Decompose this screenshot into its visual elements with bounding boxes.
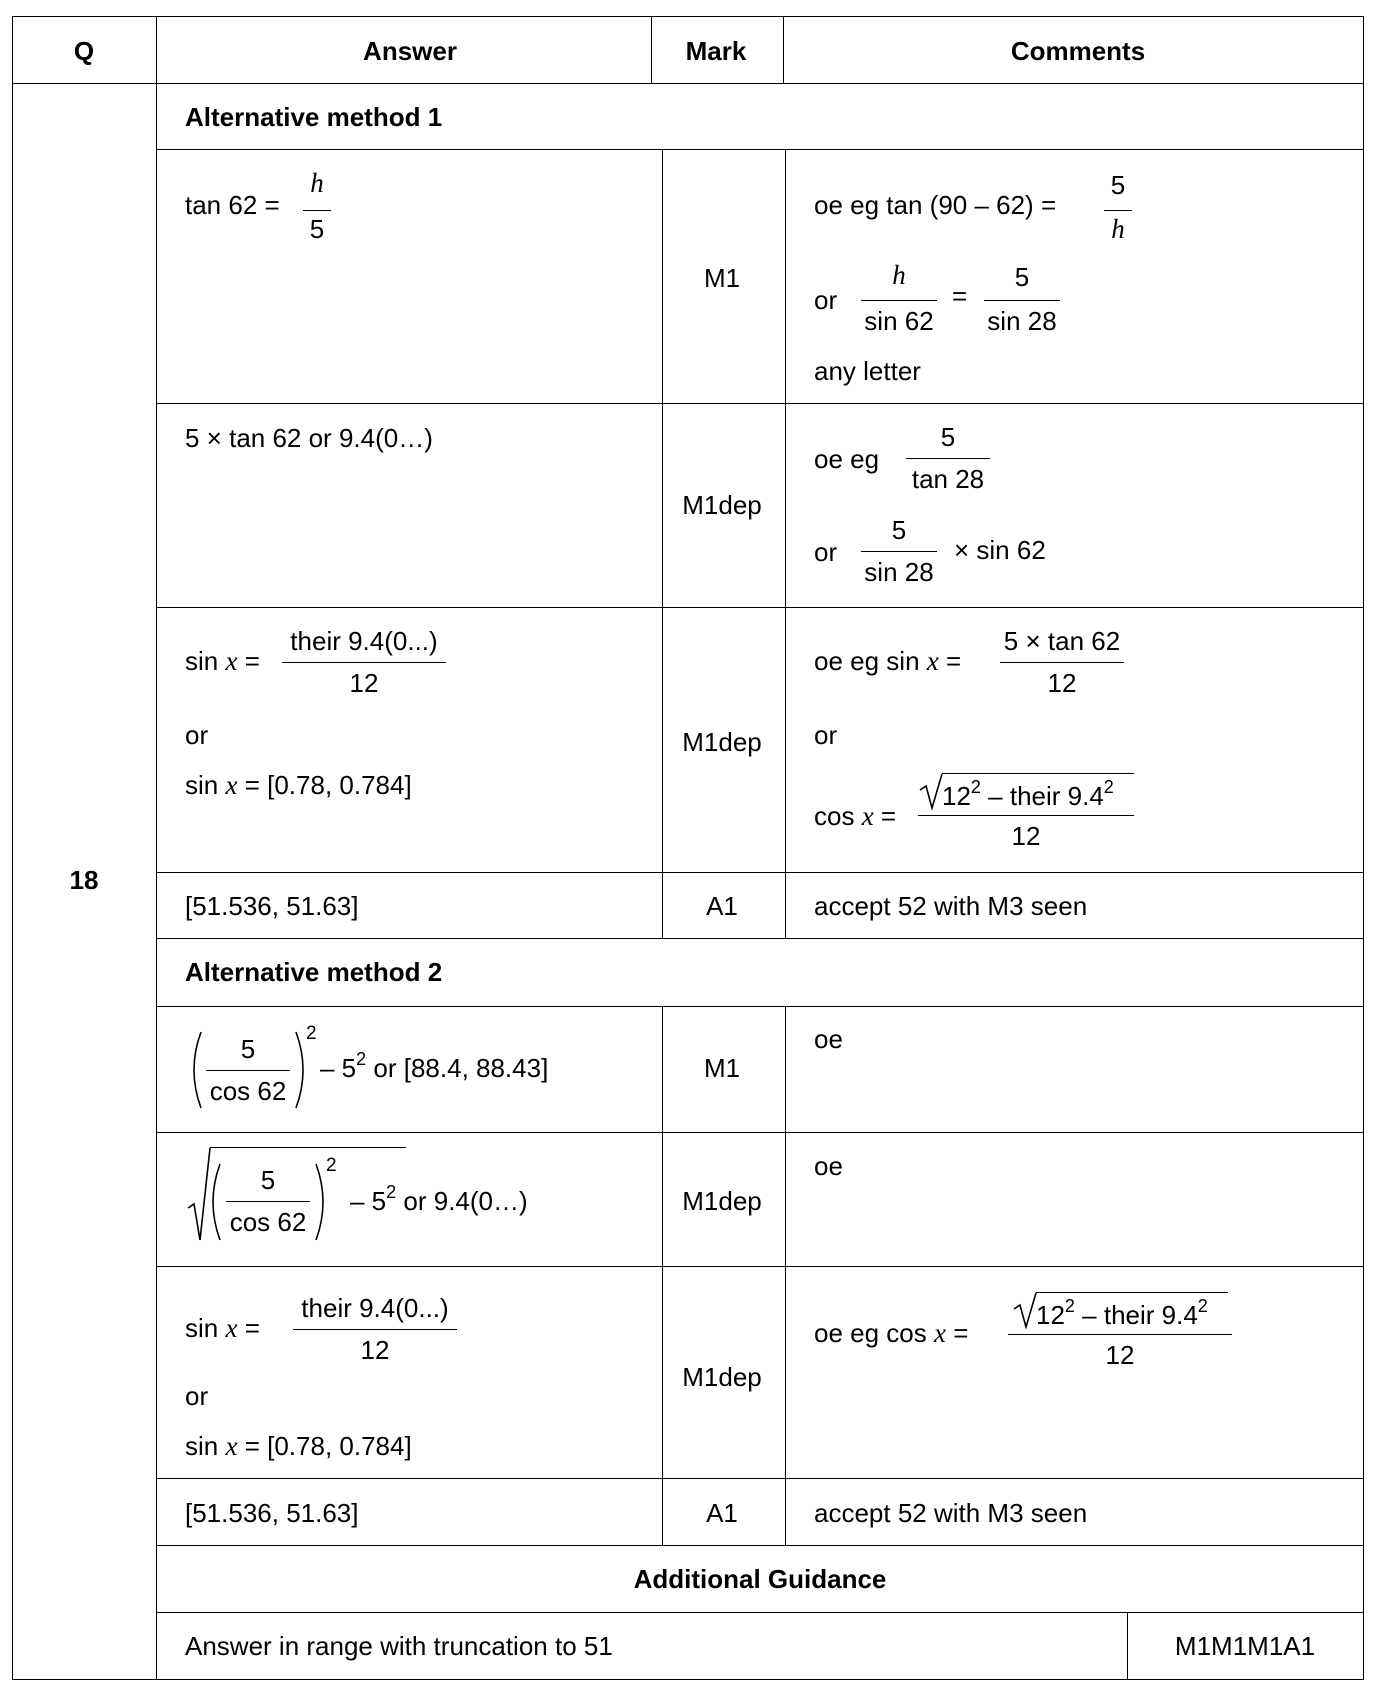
m1r1-comment-c: any letter: [814, 356, 921, 386]
m1r4-mark: A1: [706, 891, 738, 921]
m1r3-answer-c: sin x = [0.78, 0.784]: [185, 770, 412, 800]
m2r1-answer-tail: – $5^2$ or [88.4, 88.43]: [320, 1049, 549, 1083]
m2r4-answer: [51.536, 51.63]: [185, 1498, 359, 1528]
m1r3-comment-or: or: [814, 720, 838, 750]
m2r3-mark: M1dep: [682, 1362, 762, 1392]
m1r3-comment-c: cos x =: [814, 801, 897, 831]
m2r1-outer-sup: 2: [306, 1023, 317, 1044]
header-mark: Mark: [685, 36, 747, 66]
m2r3-answer-lhs: sin x =: [185, 1313, 260, 1343]
m2r1-left-paren-icon: [185, 1030, 205, 1110]
m2r3-answer-c: sin x = [0.78, 0.784]: [185, 1431, 412, 1461]
m2r3-comment-radicand: $12^2$ – their $9.4^2$: [1036, 1296, 1208, 1330]
m2r2-outer-sup: 2: [326, 1155, 337, 1176]
table-border-top: [12, 16, 1364, 17]
m2r3-sqrt-icon: [1012, 1291, 1038, 1331]
m2r1-mark: M1: [703, 1053, 741, 1083]
m1r1-mark: M1: [703, 263, 741, 293]
guidance-row-mark: M1M1M1A1: [1174, 1631, 1316, 1661]
m1r2-mark: M1dep: [682, 490, 762, 520]
m1r2-comment-a: oe eg: [814, 444, 880, 474]
m1r1-comment-eq: =: [952, 281, 968, 311]
mark-scheme-page: Q Answer Mark Comments 18 Alternative method 1 tan 62 = h 5 M1 oe eg tan (90 – 62) = 5 h or h sin 62 = 5 sin 28 any letter 5 × tan 62 or 9.4(0…) M1dep oe eg 5 tan 28 or 5 sin 28 × sin 62 sin x = their 9.4(0...) 12 or sin x = [0.78, 0.784] M1dep oe eg sin x = 5 × tan 62 12 or cos x = $12^2$ – their $9.4^2$ 12 [51.536, 51.63] A1 accept 52 with M3 seen Alternative method 2 5 cos 62 2 – $5^2$ or [88.4, 88.43] M1 oe 5 cos 62 2 – $5^2$ or 9.4(0…) M1dep oe sin x = their 9.4(0...) 12 or sin x = [0.78, 0.784] M1dep oe eg cos x = $12^2$ – their $9.4^2$ 12 [51.536, 51.63] A1 accept 52 with M3 seen Additional Guidance Answer in range with truncation to 51 M1M1M1A1: [0, 0, 1378, 1687]
m1r3-answer-or: or: [185, 720, 209, 750]
guidance-heading: Additional Guidance: [633, 1564, 887, 1594]
m2r4-mark: A1: [706, 1498, 738, 1528]
m2r1-comment: oe: [814, 1024, 843, 1054]
m2r2-mark: M1dep: [682, 1186, 762, 1216]
table-border-bottom: [12, 1679, 1364, 1680]
m2r2-answer-tail: – $5^2$ or 9.4(0…): [350, 1182, 528, 1216]
m1r3-mark: M1dep: [682, 727, 762, 757]
m1r2-comment-or: or: [814, 537, 838, 567]
m1r1-comment-or: or: [814, 285, 838, 315]
m1r4-comment: accept 52 with M3 seen: [814, 891, 1088, 921]
header-q: Q: [73, 36, 95, 66]
header-divider: [12, 83, 1364, 84]
m1r3-answer-lhs: sin x =: [185, 646, 260, 676]
m1r1-comment-a: oe eg tan (90 – 62) =: [814, 190, 1057, 220]
m1r4-answer: [51.536, 51.63]: [185, 891, 359, 921]
question-number: 18: [69, 865, 99, 895]
method2-heading: Alternative method 2: [185, 957, 443, 987]
m2r4-comment: accept 52 with M3 seen: [814, 1498, 1088, 1528]
m2r2-comment: oe: [814, 1151, 843, 1181]
m1r2-answer: 5 × tan 62 or 9.4(0…): [185, 423, 433, 453]
m2r3-comment-a: oe eg cos x =: [814, 1318, 969, 1348]
table-border-right: [1363, 16, 1364, 1680]
table-border-left: [12, 16, 13, 1680]
header-comments: Comments: [1010, 36, 1146, 66]
method1-heading: Alternative method 1: [185, 102, 443, 132]
header-answer: Answer: [363, 36, 457, 66]
m2r3-answer-or: or: [185, 1381, 209, 1411]
m2r2-left-paren-icon: [204, 1162, 224, 1242]
m1r3-comment-c-radicand: $12^2$ – their $9.4^2$: [942, 777, 1114, 811]
m1r3-sqrt-icon: [918, 772, 944, 812]
m1r2-comment-b-tail: × sin 62: [954, 535, 1046, 565]
guidance-row-text: Answer in range with truncation to 51: [185, 1631, 613, 1661]
m1r1-answer-lhs: tan 62 =: [185, 190, 280, 220]
m1r3-comment-a: oe eg sin x =: [814, 646, 962, 676]
